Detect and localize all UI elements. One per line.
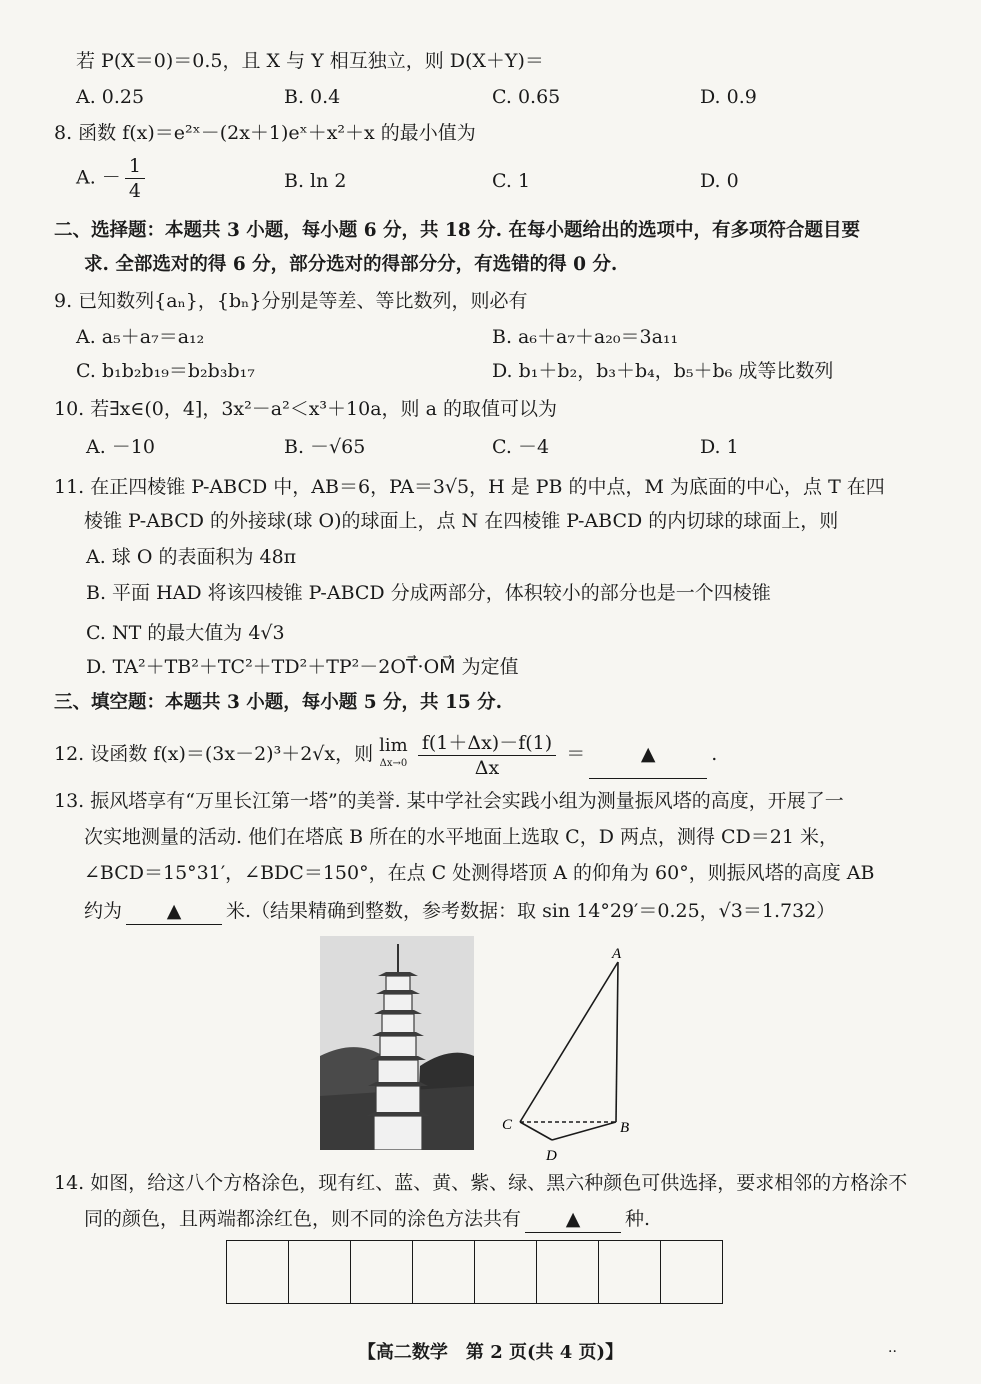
q9-option-a: A. a₅＋a₇＝a₁₂ <box>76 326 205 348</box>
q9-option-c: C. b₁b₂b₁₉＝b₂b₃b₁₇ <box>76 360 255 382</box>
tower-photo <box>320 936 474 1150</box>
q14-stem-line1: 14. 如图，给这八个方格涂色，现有红、蓝、黄、紫、绿、黑六种颜色可供选择，要求相邻的方格涂不 <box>54 1172 908 1194</box>
grid-cell <box>227 1241 289 1303</box>
grid-cell <box>413 1241 475 1303</box>
corner-mark: ·· <box>888 1344 897 1360</box>
q14-line2-prefix: 同的颜色，且两端都涂红色，则不同的涂色方法共有 <box>84 1208 522 1230</box>
q8-option-a-fraction <box>125 154 145 203</box>
q12-answer-blank: ▲ <box>589 730 707 779</box>
q12-prefix: 12. 设函数 f(x)＝(3x－2)³＋2√x，则 <box>54 743 374 765</box>
q10-option-b: B. －√65 <box>284 436 366 458</box>
q12-denominator: Δx <box>474 756 500 779</box>
tower-diagram <box>496 940 646 1170</box>
q8-option-a-prefix: A. － <box>76 166 121 189</box>
q14-line2-suffix: 种. <box>625 1208 651 1230</box>
q11-option-d: D. TA²＋TB²＋TC²＋TD²＋TP²－2OT⃗·OM⃗ 为定值 <box>86 656 519 678</box>
q8-option-a-numerator: 1 <box>125 154 145 179</box>
page-footer: 【高二数学 第 2 页(共 4 页)】 <box>357 1342 624 1363</box>
q14-stem-line2 <box>84 1206 650 1233</box>
section3-heading: 三、填空题：本题共 3 小题，每小题 5 分，共 15 分. <box>54 692 503 713</box>
q8-stem: 8. 函数 f(x)＝e²ˣ－(2x＋1)eˣ＋x²＋x 的最小值为 <box>54 122 476 144</box>
q10-stem: 10. 若∃x∈(0，4]，3x²－a²＜x³＋10a，则 a 的取值可以为 <box>54 398 557 420</box>
q13-stem-line3: ∠BCD＝15°31′，∠BDC＝150°，在点 C 处测得塔顶 A 的仰角为 60°，则振风塔的高度 AB <box>84 862 875 884</box>
q11-stem-line2: 棱锥 P-ABCD 的外接球(球 O)的球面上，点 N 在四棱锥 P-ABCD 的内切球的球面上，则 <box>84 510 839 532</box>
q8-option-c: C. 1 <box>492 170 531 192</box>
point-d-label: D <box>546 1148 557 1164</box>
q11-option-b: B. 平面 HAD 将该四棱锥 P-ABCD 分成两部分，体积较小的部分也是一个四棱锥 <box>86 582 771 604</box>
q14-answer-blank: ▲ <box>525 1206 621 1233</box>
grid-cell <box>289 1241 351 1303</box>
point-b-label: B <box>620 1120 630 1136</box>
q11-option-c: C. NT 的最大值为 4√3 <box>86 622 285 644</box>
q12-limit-subscript: Δx→0 <box>379 758 408 769</box>
q12-fraction <box>418 731 556 780</box>
grid-cell <box>475 1241 537 1303</box>
q11-option-a: A. 球 O 的表面积为 48π <box>86 546 297 568</box>
q10-option-d: D. 1 <box>700 436 739 458</box>
q7-option-b: B. 0.4 <box>284 86 341 108</box>
point-c-label: C <box>502 1117 513 1133</box>
q12-limit <box>379 737 408 773</box>
q13-answer-blank: ▲ <box>126 898 222 925</box>
q9-stem: 9. 已知数列{aₙ}，{bₙ}分别是等差、等比数列，则必有 <box>54 290 528 312</box>
q7-tail: 若 P(X＝0)＝0.5，且 X 与 Y 相互独立，则 D(X＋Y)＝ <box>76 50 544 72</box>
pagoda-image-icon <box>320 936 474 1150</box>
eight-cell-grid <box>226 1240 723 1304</box>
q9-option-b: B. a₆＋a₇＋a₂₀＝3a₁₁ <box>492 326 679 348</box>
q13-stem-line1: 13. 振风塔享有“万里长江第一塔”的美誉. 某中学社会实践小组为测量振风塔的高度，开展了一 <box>54 790 844 812</box>
q12-stem: 12. 设函数 f(x)＝(3x－2)³＋2√x，则 lim Δx→0 $\frac{f(1+\Delta x)-f(1)}{\Delta x}$ ＝ ▲ . <box>54 731 718 779</box>
q7-option-d: D. 0.9 <box>700 86 757 108</box>
q10-option-c: C. －4 <box>492 436 550 458</box>
q7-option-c: C. 0.65 <box>492 86 561 108</box>
q8-option-d: D. 0 <box>700 170 739 192</box>
grid-cell <box>351 1241 413 1303</box>
q13-stem-line2: 次实地测量的活动. 他们在塔底 B 所在的水平地面上选取 C，D 两点，测得 CD＝21 米， <box>84 826 838 848</box>
section2-heading-line1: 二、选择题：本题共 3 小题，每小题 6 分，共 18 分. 在每小题给出的选项中，有多项符合题目要 <box>54 220 861 241</box>
q12-equals: ＝ <box>566 743 586 765</box>
q13-line4-prefix: 约为 <box>84 900 123 922</box>
section2-heading-line2: 求. 全部选对的得 6 分，部分选对的得部分分，有选错的得 0 分. <box>84 254 618 275</box>
q7-option-a: A. 0.25 <box>76 86 145 108</box>
grid-cell <box>599 1241 661 1303</box>
q8-option-b: B. ln 2 <box>284 170 347 192</box>
q11-stem-line1: 11. 在正四棱锥 P-ABCD 中，AB＝6，PA＝3√5，H 是 PB 的中点，M 为底面的中心，点 T 在四 <box>54 476 885 498</box>
point-a-label: A <box>612 946 622 962</box>
q13-stem-line4 <box>84 898 835 925</box>
q12-limit-label: lim <box>379 735 408 756</box>
q9-option-d: D. b₁＋b₂，b₃＋b₄，b₅＋b₆ 成等比数列 <box>492 360 834 382</box>
grid-cell <box>537 1241 599 1303</box>
q13-line4-suffix: 米.（结果精确到整数，参考数据：取 sin 14°29′＝0.25，√3＝1.732） <box>226 900 836 922</box>
q8-option-a <box>76 154 149 203</box>
q12-numerator: f(1＋Δx)－f(1) <box>418 731 556 756</box>
q10-option-a: A. －10 <box>86 436 155 458</box>
grid-cell <box>661 1241 722 1303</box>
q8-option-a-denominator: 4 <box>128 180 141 202</box>
